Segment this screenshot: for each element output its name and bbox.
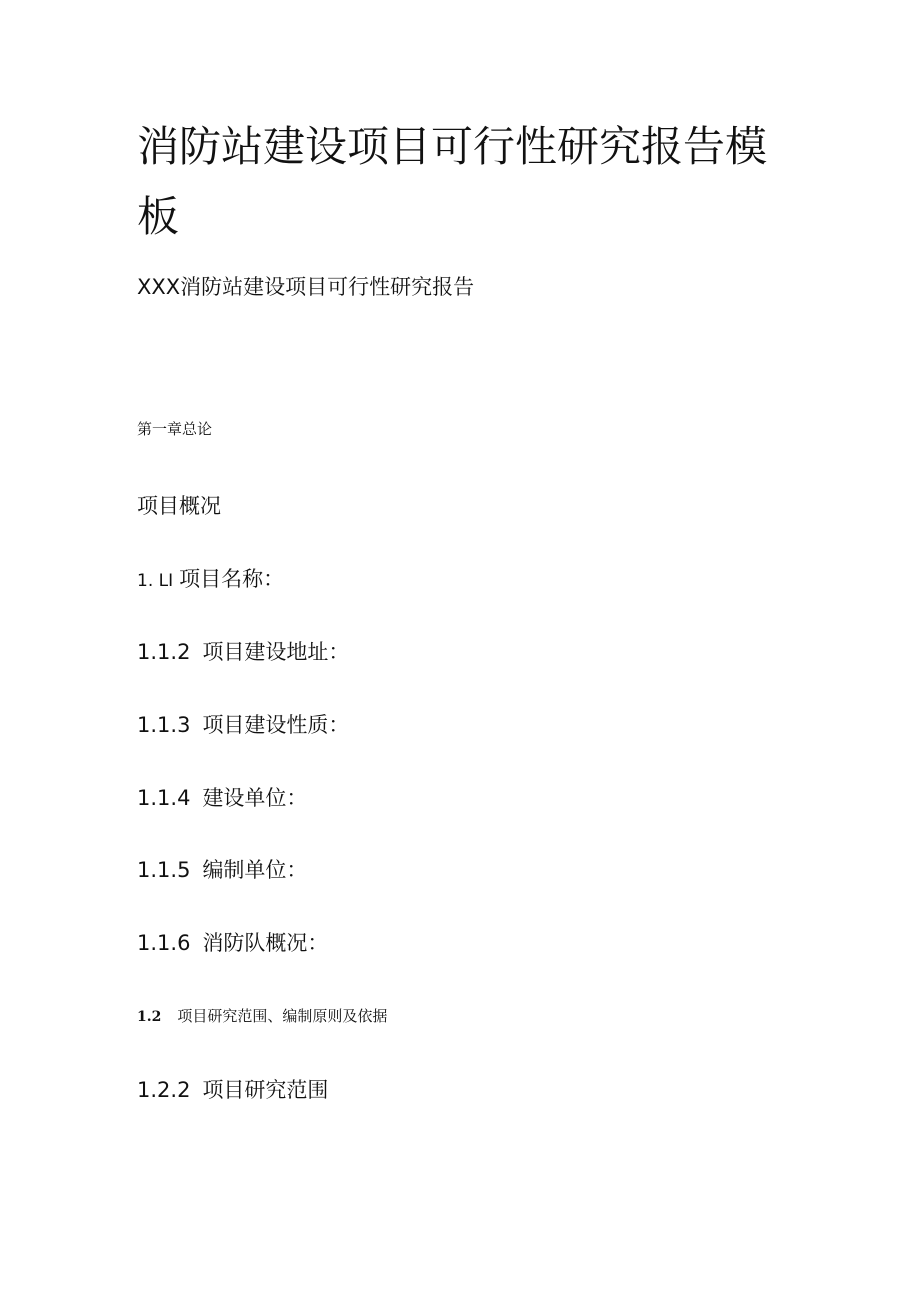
item-number: 1.1.4 [137, 786, 191, 810]
subsection-heading [137, 1005, 387, 1028]
item-number: 1.2.2 [137, 1078, 191, 1102]
list-item [137, 855, 307, 885]
item-number: 1.1.5 [137, 858, 191, 882]
list-item [137, 928, 328, 958]
list-item [137, 637, 349, 667]
item-text: 项目研究范围 [202, 1078, 329, 1102]
item-text: 编制单位： [202, 858, 308, 882]
section-heading: 项目概况 [137, 494, 221, 518]
item-number: 1.1.2 [137, 640, 191, 664]
subsection-number: 1.2 [137, 1009, 162, 1025]
chapter-heading: 第一章总论 [137, 420, 213, 438]
subsection-text: 项目研究范围、编制原则及依据 [177, 1007, 388, 1025]
document-subtitle: XXX消防站建设项目可行性研究报告 [137, 275, 475, 299]
list-item [137, 710, 349, 740]
document-title: 消防站建设项目可行性研究报告模板 [137, 122, 768, 241]
item-text: 建设单位： [202, 786, 308, 810]
list-item [137, 1075, 328, 1105]
item-text: 消防队概况： [202, 931, 329, 955]
item-text: 项目建设性质： [202, 713, 350, 737]
list-item [137, 564, 284, 596]
list-item [137, 783, 307, 813]
item-text: 项目建设地址： [202, 640, 350, 664]
item-number: 1. LI [137, 571, 174, 591]
item-number: 1.1.6 [137, 931, 191, 955]
item-text: 项目名称： [179, 567, 285, 591]
item-number: 1.1.3 [137, 713, 191, 737]
